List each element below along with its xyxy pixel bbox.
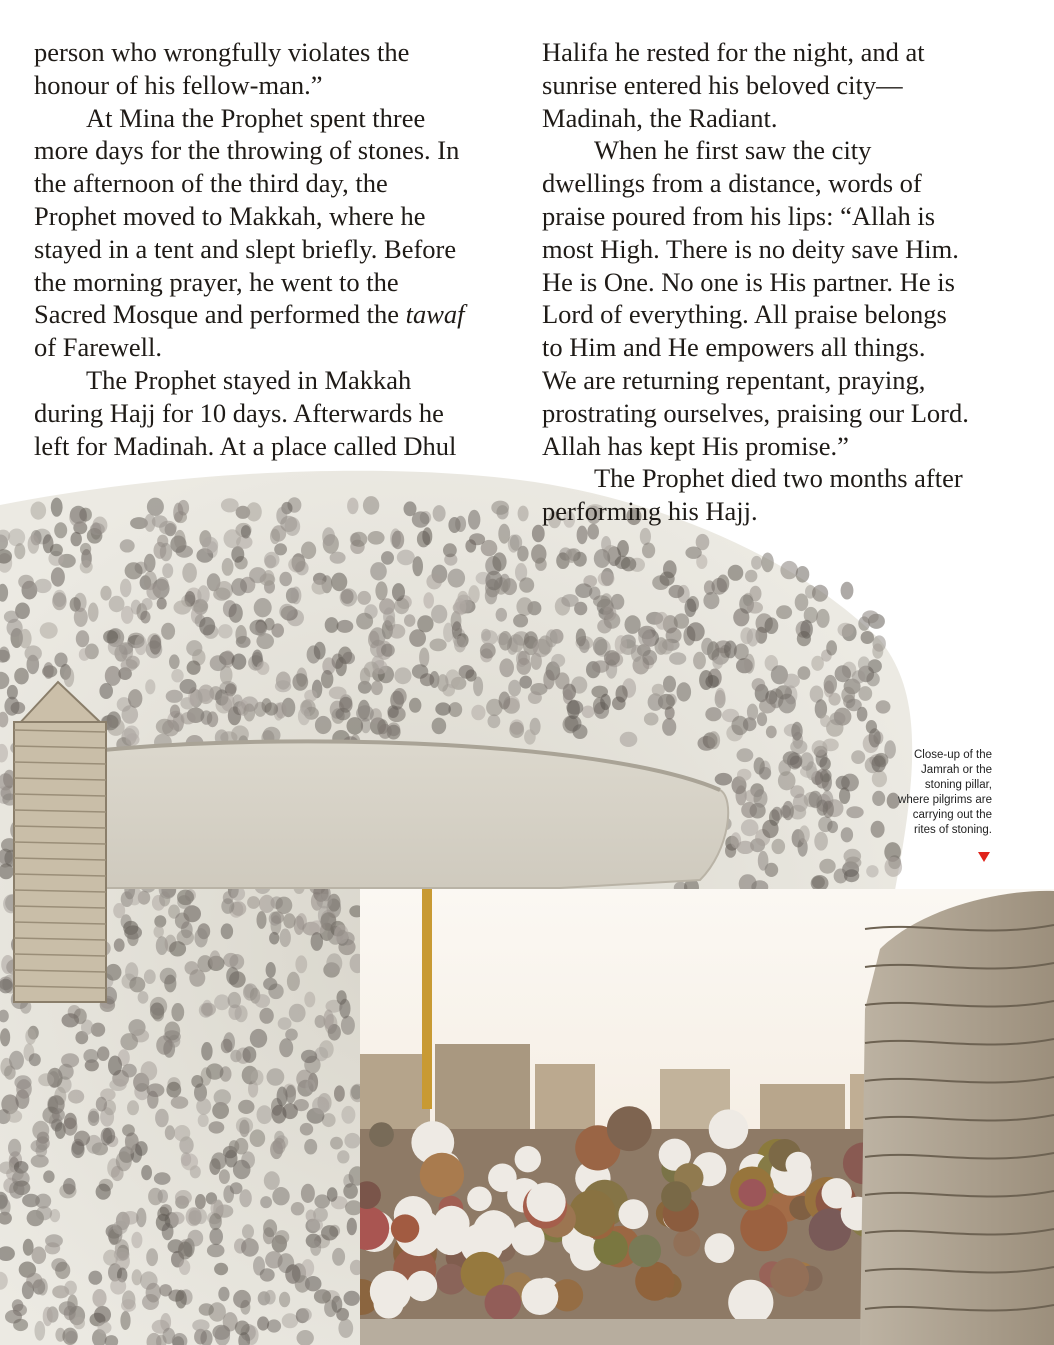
- text-line: Halifa he rested for the night, and at: [542, 37, 925, 67]
- text-line: the morning prayer, he went to the: [34, 266, 399, 297]
- paragraph: [34, 36, 504, 102]
- paragraph: [542, 462, 1012, 528]
- text-line: dwellings from a distance, words of: [542, 168, 922, 199]
- text-line: stayed in a tent and slept briefly. Before: [34, 233, 457, 264]
- paragraph: [34, 102, 504, 364]
- text-line: Allah has kept His promise.”: [542, 430, 849, 461]
- paragraph: [542, 36, 1012, 134]
- text-line: Prophet moved to Makkah, where he: [34, 200, 426, 231]
- caption-line: where pilgrims are: [898, 794, 992, 806]
- text-line: praise poured from his lips: “Allah is: [542, 200, 936, 231]
- caption-line: Jamrah or the: [921, 764, 992, 776]
- text-line: We are returning repentant, praying,: [542, 364, 926, 395]
- jamrah-photo: [360, 889, 1054, 1345]
- text-line: The Prophet stayed in Makkah: [86, 364, 412, 395]
- caption-line: carrying out the: [912, 809, 992, 821]
- text-line: most High. There is no deity save Him.: [542, 233, 959, 264]
- caption-line: stoning pillar,: [924, 779, 992, 791]
- text-line: When he first saw the city: [594, 135, 872, 166]
- text-line: sunrise entered his beloved city—: [542, 69, 903, 100]
- caption-line: Close-up of the: [914, 749, 992, 761]
- caption-down-arrow-icon: [978, 852, 990, 862]
- text-span: Sacred Mosque and performed the: [34, 299, 406, 330]
- stone-pillar-illustration: [14, 682, 106, 1002]
- text-line: prostrating ourselves, praising our Lord.: [542, 397, 969, 428]
- text-line: Lord of everything. All praise belongs: [542, 299, 947, 330]
- text-line: during Hajj for 10 days. Afterwards he: [34, 397, 444, 428]
- paragraph: [542, 134, 1012, 462]
- right-text-column: [542, 36, 1012, 528]
- text-line: of Farewell.: [34, 332, 163, 363]
- text-line: performing his Hajj.: [542, 496, 758, 527]
- caption-line: rites of stoning.: [914, 824, 992, 836]
- text-line: to Him and He empowers all things.: [542, 332, 926, 363]
- text-line: person who wrongfully violates the: [34, 37, 410, 67]
- text-line: honour of his fellow-man.”: [34, 69, 323, 100]
- text-line: more days for the throwing of stones. In: [34, 135, 460, 166]
- text-line: Madinah, the Radiant.: [542, 102, 778, 133]
- text-line: left for Madinah. At a place called Dhul: [34, 430, 457, 461]
- left-text-column: [34, 36, 504, 462]
- text-line: [34, 298, 504, 331]
- text-line: the afternoon of the third day, the: [34, 168, 388, 199]
- paragraph: [34, 364, 504, 462]
- text-line: At Mina the Prophet spent three: [86, 102, 426, 133]
- italic-term: tawaf: [405, 299, 465, 330]
- photo-caption: [822, 748, 992, 838]
- text-line: The Prophet died two months after: [594, 463, 963, 494]
- text-line: He is One. No one is His partner. He is: [542, 266, 955, 297]
